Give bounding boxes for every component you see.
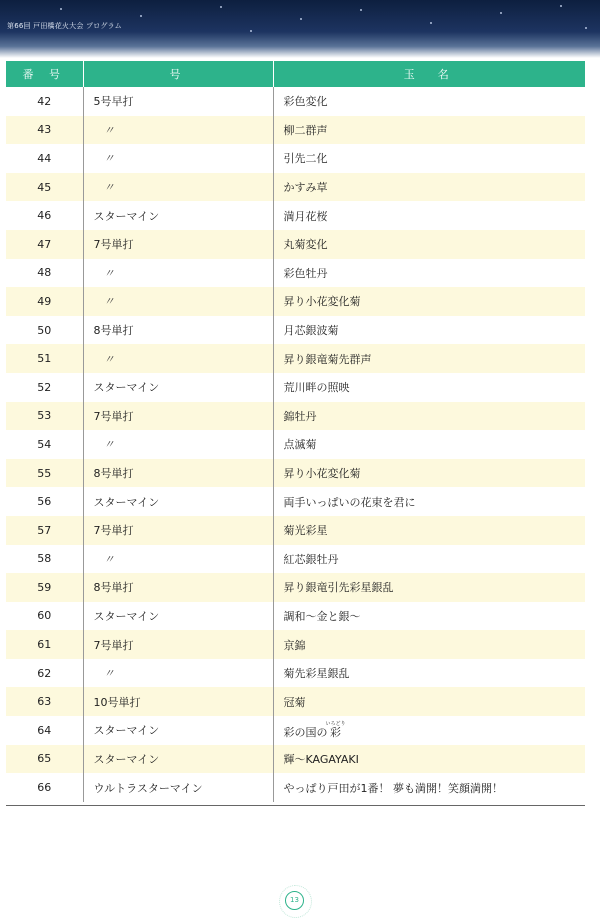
program-number-cell: 66 bbox=[37, 781, 52, 795]
table-row bbox=[6, 316, 585, 345]
shell-size-cell: 8号単打 bbox=[83, 316, 273, 345]
column-header-number: 番 号 bbox=[6, 61, 83, 87]
table-row bbox=[6, 173, 585, 202]
shell-name-cell: 月芯銀波菊 bbox=[273, 316, 585, 345]
shell-name-cell: 冠菊 bbox=[273, 687, 585, 716]
program-number-cell: 56 bbox=[37, 495, 52, 509]
table-row bbox=[6, 773, 585, 802]
shell-name-cell: 昇り小花変化菊 bbox=[273, 287, 585, 316]
program-number-cell: 47 bbox=[6, 230, 83, 259]
shell-name-cell: 輝～KAGAYAKI bbox=[273, 745, 585, 774]
program-number-cell: 64 bbox=[37, 723, 52, 737]
shell-name-cell: 柳二群声 bbox=[273, 116, 585, 145]
ditto-mark: 〃 bbox=[103, 123, 115, 137]
ditto-mark: 〃 bbox=[103, 438, 115, 452]
program-number-cell: 60 bbox=[37, 609, 52, 623]
table-header-row bbox=[6, 61, 585, 87]
shell-size-cell bbox=[83, 430, 273, 459]
table-row bbox=[6, 287, 585, 316]
shell-size-cell: スターマイン bbox=[83, 373, 273, 402]
ditto-mark: 〃 bbox=[103, 266, 115, 280]
shell-size-cell bbox=[83, 259, 273, 288]
table-row bbox=[6, 545, 585, 574]
program-number-cell: 49 bbox=[6, 287, 83, 316]
table-row bbox=[6, 630, 585, 659]
program-number-cell: 55 bbox=[6, 459, 83, 488]
program-number-cell: 42 bbox=[37, 94, 52, 108]
shell-name-cell bbox=[273, 716, 585, 745]
program-number-cell: 52 bbox=[37, 380, 52, 394]
shell-name-cell: 丸菊変化 bbox=[273, 230, 585, 259]
shell-size-cell: 7号単打 bbox=[83, 230, 273, 259]
table-bottom-rule bbox=[6, 805, 585, 806]
table-row bbox=[6, 373, 585, 402]
column-header-size: 号 bbox=[83, 61, 273, 87]
shell-name-cell: 昇り銀竜菊先群声 bbox=[273, 344, 585, 373]
ditto-mark: 〃 bbox=[103, 152, 115, 166]
table-row bbox=[6, 659, 585, 688]
page-header-title: 第66回 戸田橋花火大会 プログラム bbox=[7, 22, 122, 30]
table-row bbox=[6, 602, 585, 631]
column-header-name: 玉 名 bbox=[273, 61, 585, 87]
program-number-cell: 53 bbox=[6, 402, 83, 431]
table-row bbox=[6, 716, 585, 745]
ditto-mark: 〃 bbox=[103, 552, 115, 566]
table-row bbox=[6, 201, 585, 230]
program-table bbox=[6, 61, 585, 802]
program-number-cell: 50 bbox=[37, 323, 52, 337]
shell-name-cell: 調和～金と銀～ bbox=[273, 602, 585, 631]
program-number-cell: 63 bbox=[6, 687, 83, 716]
shell-size-cell: スターマイン bbox=[83, 487, 273, 516]
table-row bbox=[6, 745, 585, 774]
ditto-mark: 〃 bbox=[103, 352, 115, 366]
ditto-mark: 〃 bbox=[103, 295, 115, 309]
shell-size-cell: 8号単打 bbox=[83, 573, 273, 602]
shell-size-cell: 10号単打 bbox=[83, 687, 273, 716]
shell-name-cell: 彩色変化 bbox=[273, 87, 585, 116]
shell-name-cell: 京錦 bbox=[273, 630, 585, 659]
shell-name-ruby: 彩いろどり bbox=[325, 720, 346, 739]
program-number-cell: 45 bbox=[6, 173, 83, 202]
shell-name-cell: 菊先彩星銀乱 bbox=[273, 659, 585, 688]
program-number-cell: 54 bbox=[37, 437, 52, 451]
program-number-cell: 58 bbox=[37, 552, 52, 566]
shell-size-cell bbox=[83, 287, 273, 316]
shell-size-cell bbox=[83, 173, 273, 202]
furigana-reading: いろどり bbox=[325, 720, 346, 727]
program-number-cell: 62 bbox=[37, 666, 52, 680]
program-number-cell: 46 bbox=[37, 209, 52, 223]
table-row bbox=[6, 344, 585, 373]
shell-size-cell bbox=[83, 344, 273, 373]
table-row bbox=[6, 459, 585, 488]
table-row bbox=[6, 402, 585, 431]
shell-name-cell: 満月花桜 bbox=[273, 201, 585, 230]
shell-size-cell bbox=[83, 545, 273, 574]
page-number-badge: 13 bbox=[285, 891, 304, 910]
program-number-cell: 61 bbox=[6, 630, 83, 659]
shell-name-cell: 引先二化 bbox=[273, 144, 585, 173]
shell-name-cell: 紅芯銀牡丹 bbox=[273, 545, 585, 574]
shell-size-cell: 7号単打 bbox=[83, 516, 273, 545]
shell-size-cell: スターマイン bbox=[83, 201, 273, 230]
ditto-mark: 〃 bbox=[103, 181, 115, 195]
program-number-cell: 48 bbox=[37, 266, 52, 280]
shell-name-cell: 荒川畔の照映 bbox=[273, 373, 585, 402]
shell-size-cell bbox=[83, 659, 273, 688]
shell-name-cell: 彩色牡丹 bbox=[273, 259, 585, 288]
shell-size-cell: 8号単打 bbox=[83, 459, 273, 488]
header-banner bbox=[0, 0, 600, 58]
shell-name-text: 彩の国の bbox=[283, 725, 328, 739]
shell-name-cell: 昇り銀竜引先彩星銀乱 bbox=[273, 573, 585, 602]
program-number-cell: 65 bbox=[6, 745, 83, 774]
shell-size-cell: スターマイン bbox=[83, 716, 273, 745]
shell-size-cell: 7号単打 bbox=[83, 402, 273, 431]
program-number-cell: 51 bbox=[6, 344, 83, 373]
table-row bbox=[6, 687, 585, 716]
table-body bbox=[6, 87, 585, 802]
table-row bbox=[6, 430, 585, 459]
program-number-cell: 44 bbox=[37, 151, 52, 165]
table-row bbox=[6, 144, 585, 173]
program-number-cell: 57 bbox=[6, 516, 83, 545]
shell-name-cell: 両手いっぱいの花束を君に bbox=[273, 487, 585, 516]
shell-size-cell bbox=[83, 116, 273, 145]
shell-size-cell: 5号早打 bbox=[83, 87, 273, 116]
shell-name-cell: 菊光彩星 bbox=[273, 516, 585, 545]
table-row bbox=[6, 230, 585, 259]
shell-size-cell: スターマイン bbox=[83, 602, 273, 631]
table-row bbox=[6, 487, 585, 516]
program-number-cell: 43 bbox=[6, 116, 83, 145]
program-number-cell: 59 bbox=[6, 573, 83, 602]
ditto-mark: 〃 bbox=[103, 667, 115, 681]
shell-size-cell: ウルトラスターマイン bbox=[83, 773, 273, 802]
table-row bbox=[6, 87, 585, 116]
shell-name-cell: かすみ草 bbox=[273, 173, 585, 202]
shell-size-cell bbox=[83, 144, 273, 173]
shell-size-cell: スターマイン bbox=[83, 745, 273, 774]
table-row bbox=[6, 516, 585, 545]
shell-name-cell: 点滅菊 bbox=[273, 430, 585, 459]
shell-name-cell: やっぱり戸田が1番！ 夢も満開！笑顔満開！ bbox=[273, 773, 585, 802]
table-row bbox=[6, 259, 585, 288]
table-row bbox=[6, 573, 585, 602]
shell-name-cell: 昇り小花変化菊 bbox=[273, 459, 585, 488]
shell-size-cell: 7号単打 bbox=[83, 630, 273, 659]
shell-name-cell: 錦牡丹 bbox=[273, 402, 585, 431]
table-row bbox=[6, 116, 585, 145]
